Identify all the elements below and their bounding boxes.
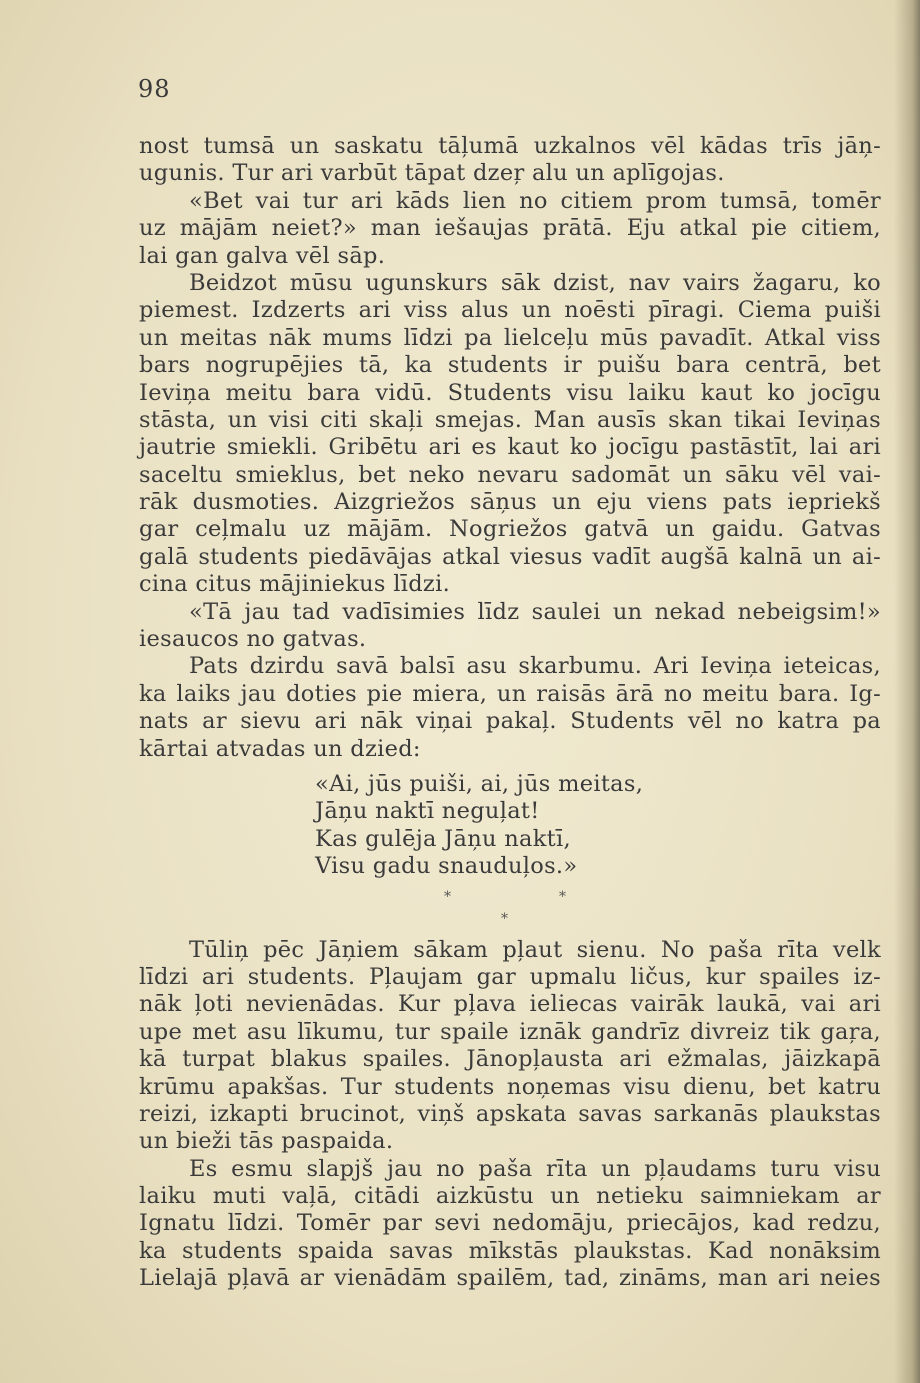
text-line: cina citus mājiniekus līdzi. xyxy=(139,571,451,598)
verse-line: Jāņu naktī neguļat! xyxy=(315,798,540,825)
text-line: Lielajā pļavā ar vienādām spailēm, tad, zināms, man ari neies xyxy=(139,1265,881,1292)
text-line: Tūliņ pēc Jāņiem sākam pļaut sienu. No paša rīta velk xyxy=(189,936,881,963)
text-line: ugunis. Tur ari varbūt tāpat dzeŗ alu un aplīgojas. xyxy=(139,160,725,187)
text-line: Es esmu slapjš jau no paša rīta un pļaudams turu visu xyxy=(189,1155,881,1182)
text-line: un bieži tās paspaida. xyxy=(139,1128,394,1155)
text-line: upe met asu līkumu, tur spaile iznāk gandrīz divreiz tik gaŗa, xyxy=(139,1018,881,1045)
text-line: iesaucos no gatvas. xyxy=(139,626,367,653)
text-line: bars nogrupējies tā, ka students ir puišu bara centrā, bet xyxy=(139,352,881,379)
text-line: jautrie smiekli. Gribētu ari es kaut ko jocīgu pastāstīt, lai ari xyxy=(139,434,881,461)
verse-line: Kas gulēja Jāņu naktī, xyxy=(315,825,571,852)
text-line: nats ar sievu ari nāk viņai pakaļ. Students vēl no katra pa xyxy=(139,708,881,735)
text-line: ka laiks jau doties pie miera, un raisās ārā no meitu bara. Ig- xyxy=(139,680,881,707)
page-number: 98 xyxy=(138,75,171,103)
text-line: kārtai atvadas un dzied: xyxy=(139,735,421,762)
separator-star: * xyxy=(501,910,508,927)
text-line: Ignatu līdzi. Tomēr par sevi nedomāju, priecājos, kad redzu, xyxy=(139,1210,881,1237)
page-edge-shadow xyxy=(894,0,920,1383)
text-line: uz mājām neiet?» man iešaujas prātā. Eju atkal pie citiem, xyxy=(139,215,881,242)
text-line: nāk ļoti nevienādas. Kur pļava ieliecas vairāk laukā, vai ari xyxy=(139,991,881,1018)
verse-line: Visu gadu snauduļos.» xyxy=(315,853,578,880)
text-line: saceltu smieklus, bet neko nevaru sadomāt un sāku vēl vai- xyxy=(139,461,881,488)
text-line: reizi, izkapti brucinot, viņš apskata savas sarkanās plaukstas xyxy=(139,1100,881,1127)
separator-star: * xyxy=(444,888,451,905)
text-line: Pats dzirdu savā balsī asu skarbumu. Ari Ieviņa ieteicas, xyxy=(189,653,881,680)
text-line: laiku muti vaļā, citādi aizkūstu un netieku saimniekam ar xyxy=(139,1183,881,1210)
text-line: rāk dusmoties. Aizgriežos sāņus un eju viens pats iepriekš xyxy=(139,489,881,516)
verse-block xyxy=(139,771,881,881)
text-line: gar ceļmalu uz mājām. Nogriežos gatvā un gaidu. Gatvas xyxy=(139,516,881,543)
text-line: kā turpat blakus spailes. Jānopļausta ari ežmalas, jāizkapā xyxy=(139,1046,881,1073)
section-separator xyxy=(139,881,881,937)
text-line: piemest. Izdzerts ari viss alus un noēsti pīragi. Ciema puiši xyxy=(139,297,881,324)
text-line: «Tā jau tad vadīsimies līdz saulei un nekad nebeigsim!» xyxy=(189,598,881,625)
text-line: un meitas nāk mums līdzi pa lielceļu mūs pavadīt. Atkal viss xyxy=(139,324,881,351)
text-line: Beidzot mūsu ugunskurs sāk dzist, nav vairs žagaru, ko xyxy=(189,269,881,296)
text-line: ka students spaida savas mīkstās plaukstas. Kad nonāksim xyxy=(139,1237,881,1264)
text-line: krūmu apakšas. Tur students noņemas visu dienu, bet katru xyxy=(139,1073,881,1100)
text-line: «Bet vai tur ari kāds lien no citiem prom tumsā, tomēr xyxy=(189,187,881,214)
verse-line: «Ai, jūs puiši, ai, jūs meitas, xyxy=(315,770,644,797)
text-line: stāsta, un visi citi skaļi smejas. Man ausīs skan tikai Ieviņas xyxy=(139,406,881,433)
separator-star: * xyxy=(559,888,566,905)
text-line: Ieviņa meitu bara vidū. Students visu laiku kaut ko jocīgu xyxy=(139,379,881,406)
text-line: līdzi ari students. Pļaujam gar upmalu ličus, kur spailes iz- xyxy=(139,963,881,990)
text-line: nost tumsā un saskatu tāļumā uzkalnos vēl kādas trīs jāņ- xyxy=(139,133,881,159)
text-line: galā students piedāvājas atkal viesus vadīt augšā kalnā un ai- xyxy=(139,543,881,570)
body-text xyxy=(139,133,881,1293)
text-line: lai gan galva vēl sāp. xyxy=(139,242,386,269)
